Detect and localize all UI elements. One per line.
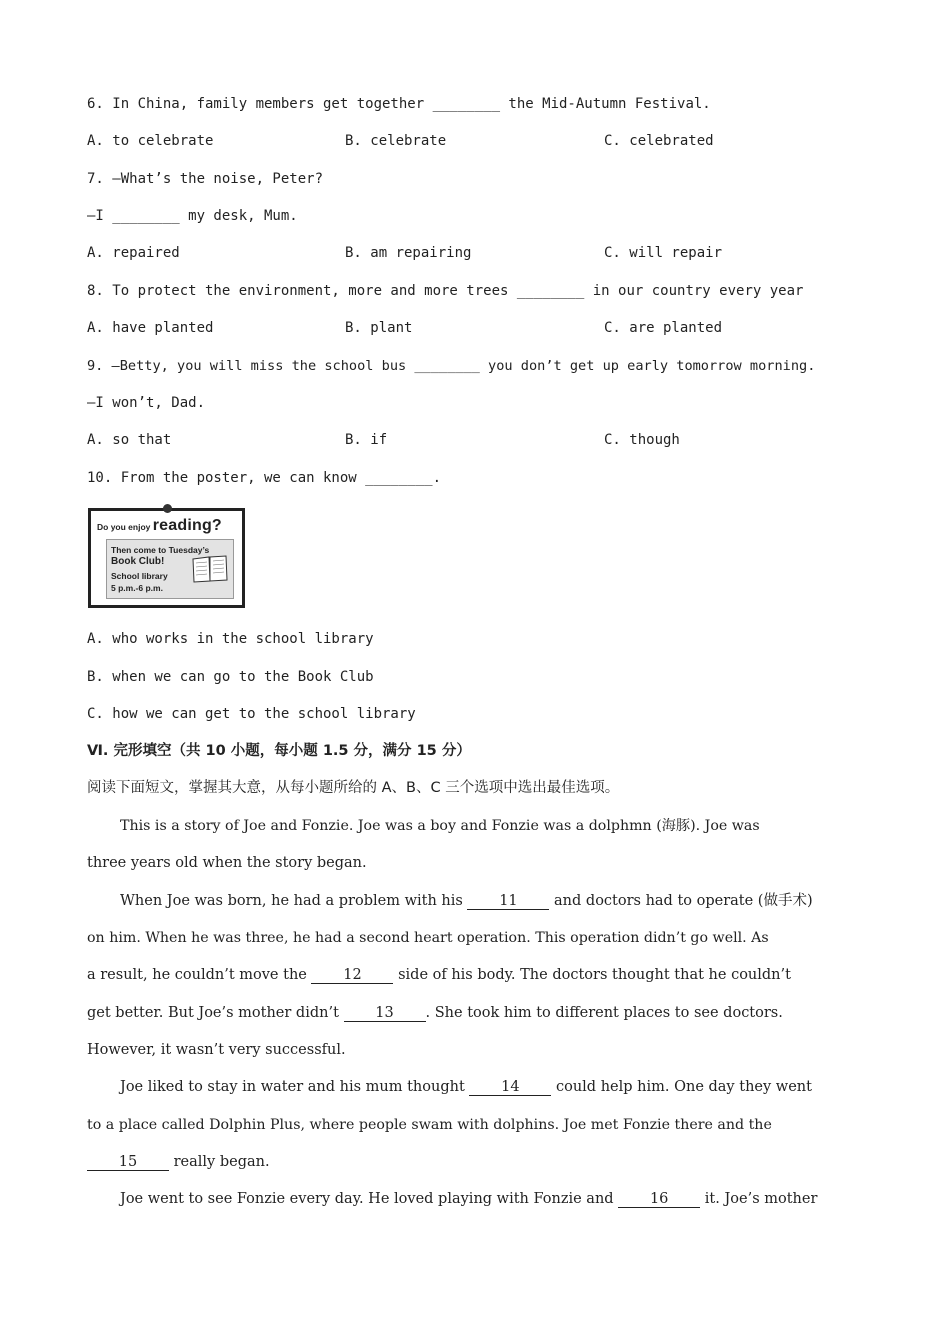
poster-line-book-club: Book Club! [111,556,165,567]
book-club-poster [88,508,245,608]
poster-headline-big: reading? [152,517,222,534]
blank-14: 14 [469,1079,551,1096]
q9-option-b: B. if [345,432,388,448]
passage-p4-line1: Joe went to see Fonzie every day. He loved playing with Fonzie and 16 it. Joe’s mother [120,1191,818,1207]
passage-p2-line5: However, it wasn’t very successful. [87,1042,346,1058]
passage-p2-line3: a result, he couldn’t move the 12 side of his body. The doctors thought that he couldn’t [87,967,791,983]
q7-option-a: A. repaired [87,245,180,261]
passage-p2-line2: on him. When he was three, he had a second heart operation. This operation didn’t go well. As [87,930,769,946]
q7-option-b: B. am repairing [345,245,472,261]
q8-option-b: B. plant [345,320,413,336]
open-book-icon [191,554,229,584]
q6-option-a: A. to celebrate [87,133,214,149]
q10-option-c: C. how we can get to the school library [87,706,416,722]
passage-p2-line1: When Joe was born, he had a problem with his 11 and doctors had to operate (做手术) [120,893,813,909]
q6-option-c: C. celebrated [604,133,714,149]
q9-option-c: C. though [604,432,680,448]
poster-line-library: School library [111,571,168,581]
q9-option-a: A. so that [87,432,172,448]
q7-option-c: C. will repair [604,245,723,261]
pushpin-icon [163,504,172,513]
q8-stem: 8. To protect the environment, more and more trees ________ in our country every year [87,283,804,299]
poster-line-time: 5 p.m.-6 p.m. [111,583,163,593]
q9-reply: —I won’t, Dad. [87,395,206,411]
q6-stem: 6. In China, family members get together ________ the Mid-Autumn Festival. [87,96,711,112]
passage-p3-line1: Joe liked to stay in water and his mum thought 14 could help him. One day they went [120,1079,812,1095]
passage-p1-line1: This is a story of Joe and Fonzie. Joe was a boy and Fonzie was a dolphmn (海豚). Joe was [120,818,760,834]
blank-11: 11 [467,893,549,910]
passage-p3-line2: to a place called Dolphin Plus, where people swam with dolphins. Joe met Fonzie there and the [87,1117,772,1133]
passage-p1-line2: three years old when the story began. [87,855,367,871]
blank-15: 15 [87,1154,169,1171]
q10-option-a: A. who works in the school library [87,631,374,647]
poster-notice [106,539,234,599]
q6-option-b: B. celebrate [345,133,447,149]
q8-option-a: A. have planted [87,320,214,336]
q8-option-c: C. are planted [604,320,723,336]
poster-line-tuesday: Then come to Tuesday’s [111,545,210,555]
blank-13: 13 [344,1005,426,1022]
blank-12: 12 [311,967,393,984]
passage-p2-line4: get better. But Joe’s mother didn’t 13 . She took him to different places to see doctors. [87,1005,783,1021]
q10-stem: 10. From the poster, we can know ________. [87,470,442,486]
q7-stem: 7. —What’s the noise, Peter? [87,171,324,187]
q7-reply: —I ________ my desk, Mum. [87,208,298,224]
q10-option-b: B. when we can go to the Book Club [87,669,374,685]
passage-p3-line3: 15 really began. [87,1153,270,1171]
blank-16: 16 [618,1191,700,1208]
section-instruction: 阅读下面短文，掌握其大意，从每小题所给的 A、B、C 三个选项中选出最佳选项。 [87,780,620,796]
section-heading: Ⅵ. 完形填空（共 10 小题，每小题 1.5 分，满分 15 分） [87,743,471,759]
poster-headline [97,517,222,535]
poster-headline-small: Do you enjoy [97,522,153,532]
q9-stem: 9. —Betty, you will miss the school bus ________ you don’t get up early tomorrow morning. [87,358,816,374]
